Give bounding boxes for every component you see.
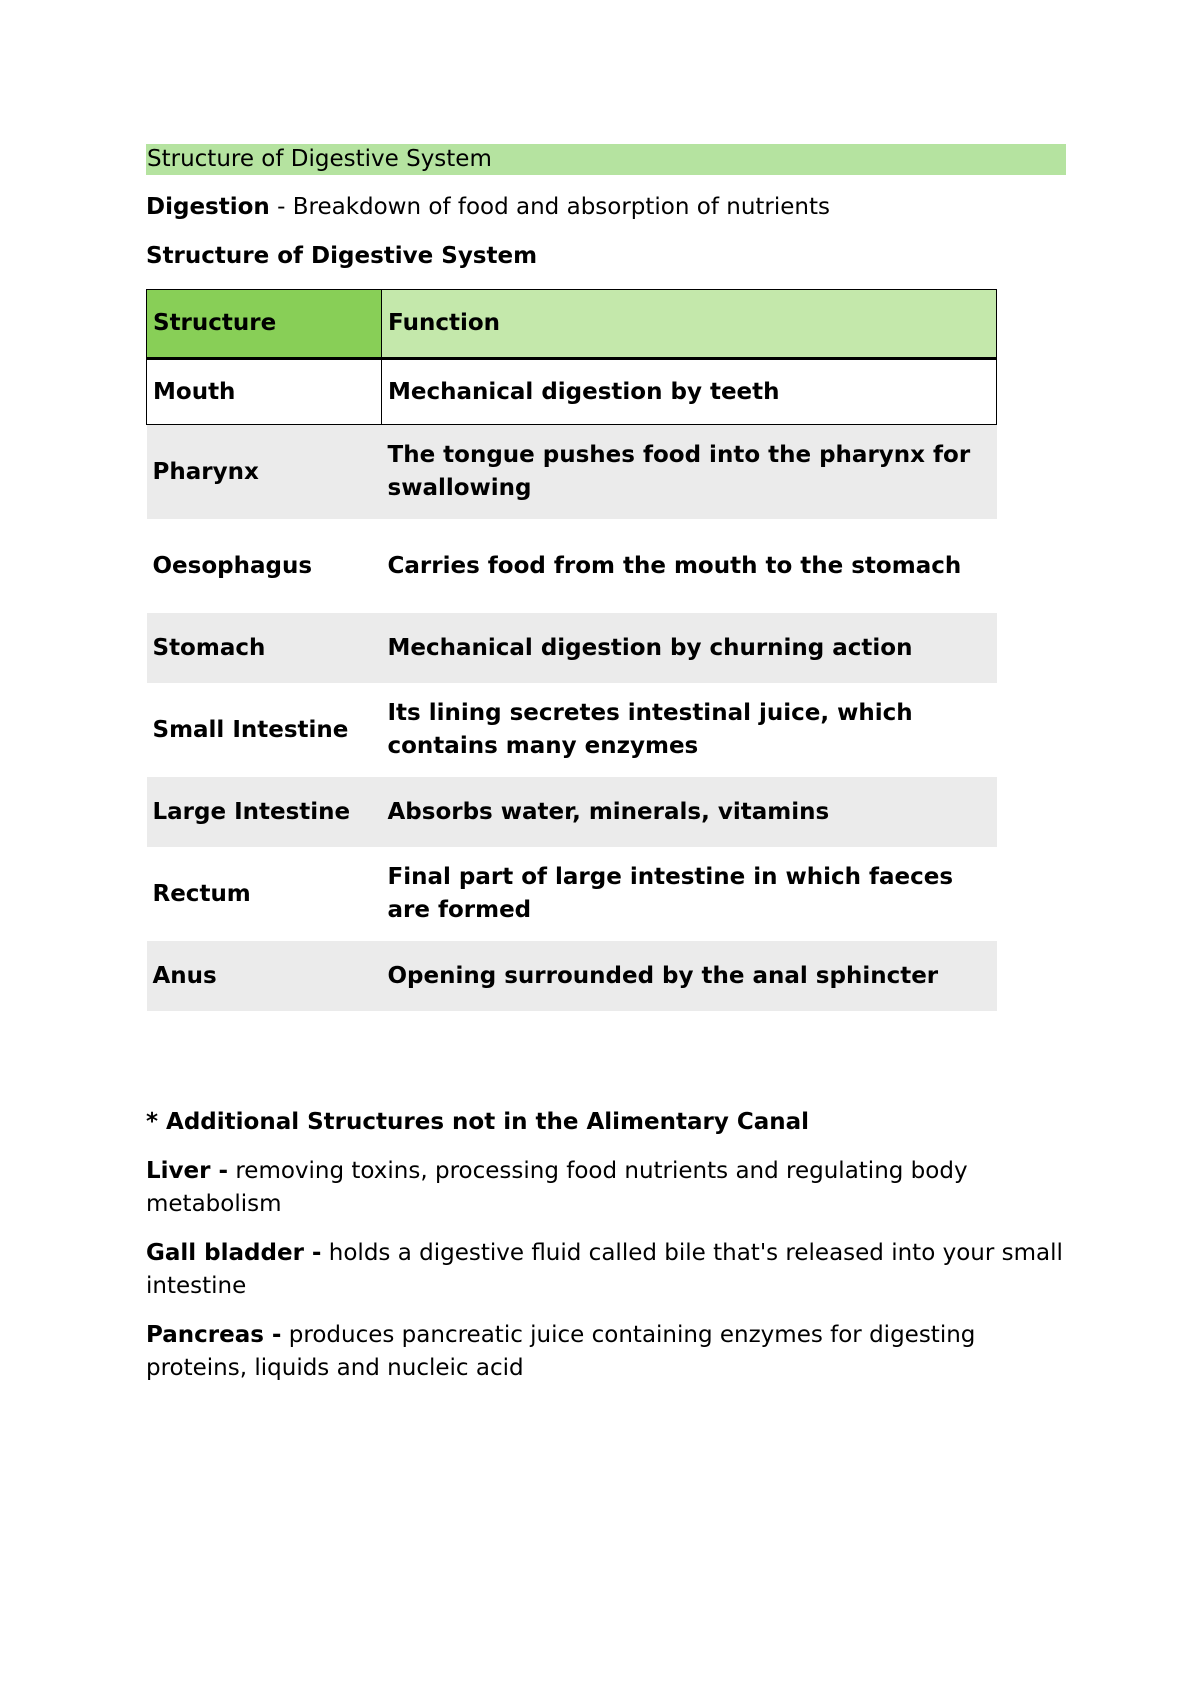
table-row	[147, 941, 997, 1011]
cell-function: Absorbs water, minerals, vitamins	[382, 777, 997, 847]
cell-structure: Large Intestine	[147, 777, 382, 847]
pancreas-text: produces pancreatic juice containing enzymes for digesting proteins, liquids and nucleic acid	[146, 1322, 976, 1381]
cell-function: Its lining secretes intestinal juice, which contains many enzymes	[382, 683, 997, 777]
liver-term: Liver -	[146, 1158, 229, 1184]
cell-structure: Anus	[147, 941, 382, 1011]
digestion-term: Digestion	[146, 194, 270, 220]
cell-structure: Oesophagus	[147, 519, 382, 613]
cell-structure: Rectum	[147, 847, 382, 941]
table-row	[147, 683, 997, 777]
document-title	[146, 144, 1066, 175]
document-page	[146, 144, 1066, 1401]
digestion-separator: -	[269, 194, 293, 220]
cell-structure: Stomach	[147, 613, 382, 683]
cell-structure: Mouth	[147, 359, 382, 425]
gall-bladder-text: holds a digestive fluid called bile that's released into your small intestine	[146, 1240, 1063, 1299]
cell-structure: Pharynx	[147, 425, 382, 520]
additional-heading: * Additional Structures not in the Alimentary Canal	[146, 1109, 809, 1135]
cell-function: Carries food from the mouth to the stomach	[382, 519, 997, 613]
pancreas-term: Pancreas -	[146, 1322, 282, 1348]
table-row	[147, 519, 997, 613]
cell-function: Opening surrounded by the anal sphincter	[382, 941, 997, 1011]
cell-structure: Small Intestine	[147, 683, 382, 777]
cell-function: The tongue pushes food into the pharynx for swallowing	[382, 425, 997, 520]
table-row	[147, 847, 997, 941]
digestion-definition	[146, 191, 1066, 224]
digestion-text: Breakdown of food and absorption of nutrients	[292, 194, 830, 220]
gall-bladder-definition	[146, 1237, 1066, 1303]
spacer	[146, 1011, 1066, 1106]
header-structure: Structure	[147, 290, 382, 359]
header-function: Function	[382, 290, 997, 359]
section-heading: Structure of Digestive System	[146, 243, 538, 269]
liver-definition	[146, 1155, 1066, 1221]
table-row	[147, 613, 997, 683]
table-row	[147, 777, 997, 847]
document-title-text: Structure of Digestive System	[147, 146, 492, 172]
cell-function: Mechanical digestion by teeth	[382, 359, 997, 425]
cell-function: Final part of large intestine in which faeces are formed	[382, 847, 997, 941]
structure-table	[146, 289, 997, 1011]
table-header-row	[147, 290, 997, 359]
table-row	[147, 425, 997, 520]
table-row	[147, 359, 997, 425]
pancreas-definition	[146, 1319, 1066, 1385]
liver-text: removing toxins, processing food nutrients and regulating body metabolism	[146, 1158, 968, 1217]
gall-bladder-term: Gall bladder -	[146, 1240, 322, 1266]
cell-function: Mechanical digestion by churning action	[382, 613, 997, 683]
